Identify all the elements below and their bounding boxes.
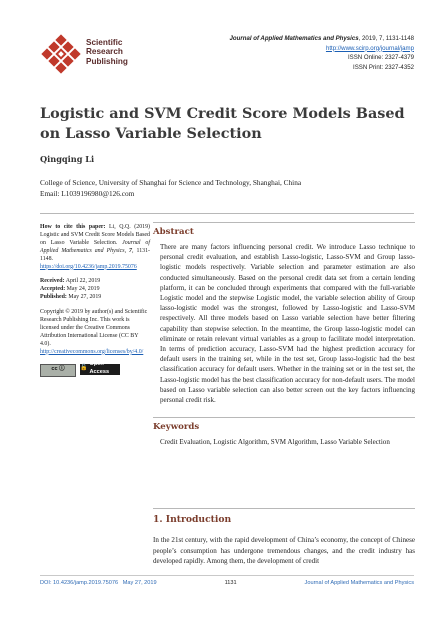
- doi-link[interactable]: https://doi.org/10.4236/jamp.2019.75076: [40, 263, 137, 270]
- paper-title: Logistic and SVM Credit Score Models Based on Lasso Variable Selection: [40, 105, 405, 142]
- divider: [40, 213, 414, 214]
- introduction-text: In the 21st century, with the rapid development of China’s economy, the concept of Chinese people’s consumption has undergone tremendous changes, and the credit industry has developed rapidly. Among them, the development of credit: [153, 536, 415, 565]
- issn-print: ISSN Print: 2327-4352: [353, 63, 414, 71]
- divider: [153, 508, 415, 509]
- author-name: Qingqing Li: [40, 154, 95, 164]
- open-access-badge: 🔓 Open Access: [80, 364, 120, 375]
- affiliation: College of Science, University of Shanghai for Science and Technology, Shanghai, China Email: L1039196980@126.com: [40, 178, 420, 199]
- journal-info: [230, 34, 414, 72]
- journal-url-link[interactable]: http://www.scirp.org/journal/jamp: [325, 44, 414, 52]
- page-footer: [40, 580, 414, 586]
- license-link[interactable]: http://creativecommons.org/licenses/by/4.0/: [40, 348, 144, 355]
- main-content: [153, 222, 415, 447]
- dates-block: Received: April 22, 2019 Accepted: May 24, 2019 Published: May 27, 2019: [40, 278, 102, 301]
- abstract-heading: Abstract: [153, 222, 415, 237]
- journal-citation: Journal of Applied Mathematics and Physics, 2019, 7, 1131-1148: [229, 35, 414, 42]
- citation-block: How to cite this paper: Li, Q.Q. (2019) Logistic and SVM Credit Score Models Based on Lasso Variable Selection. Journal of Applied Mathematics and Physics, 7, 1131-1148. https://doi.org/10.4236/jamp.2019.75076: [40, 224, 150, 270]
- footer-journal: Journal of Applied Mathematics and Physics: [304, 580, 414, 586]
- keywords-text: Credit Evaluation, Logistic Algorithm, SVM Algorithm, Lasso Variable Selection: [160, 438, 390, 447]
- article-sidebar: [40, 224, 150, 377]
- open-lock-icon: 🔓: [80, 365, 88, 372]
- footer-doi-date: DOI: 10.4236/jamp.2019.75076 May 27, 2019: [40, 580, 157, 586]
- footer-divider: [40, 575, 414, 576]
- introduction-heading: 1. Introduction: [153, 514, 232, 525]
- page-number: 1131: [224, 580, 237, 586]
- abstract-text: There are many factors influencing personal credit. We introduce Lasso technique to personal credit evaluation, and establish Lasso-logistic, Lasso-SVM and Group lasso-logistic models respectively. Variable selection and parameter estimation are also conducted simultaneously. Based on the personal credit data set from a certain lending platform, it can be concluded through experiments that compared with the full-variable Logistic model and the stepwise Logistic model, the variable selection ability of Group lasso-logistic model was the strongest, followed by Lasso-logistic and Lasso-SVM respectively. All three models based on Lasso variable selection have better filtering capability than stepwise selection. In the meantime, the Group lasso-logistic model can eliminate or retain relevant virtual variables as a group to facilitate model interpretation. In terms of prediction accuracy, Lasso-SVM had the highest prediction accuracy for default users in the training set, while in the test set, Group lasso-logistic had the best classification accuracy for default users. Whether in the training set or in the test set, the Lasso-logistic model has the best classification accuracy for non-default users. The model based on Lasso variable selection can also better screen out the key factors influencing personal credit risk.: [160, 243, 415, 405]
- keywords-heading: Keywords: [153, 417, 415, 432]
- cc-by-badge: cc ⓘ: [40, 364, 76, 377]
- scientific-research-publishing-logo: [40, 34, 82, 76]
- publisher-name: Scientific Research Publishing: [86, 38, 128, 66]
- issn-online: ISSN Online: 2327-4379: [347, 54, 414, 62]
- email: Email: L1039196980@126.com: [40, 188, 135, 198]
- copyright-block: Copyright © 2019 by author(s) and Scientific Research Publishing Inc. This work is licensed under the Creative Commons Attribution International License (CC BY 4.0). http://creativecommons.org/licenses/by/4.0/: [40, 309, 148, 355]
